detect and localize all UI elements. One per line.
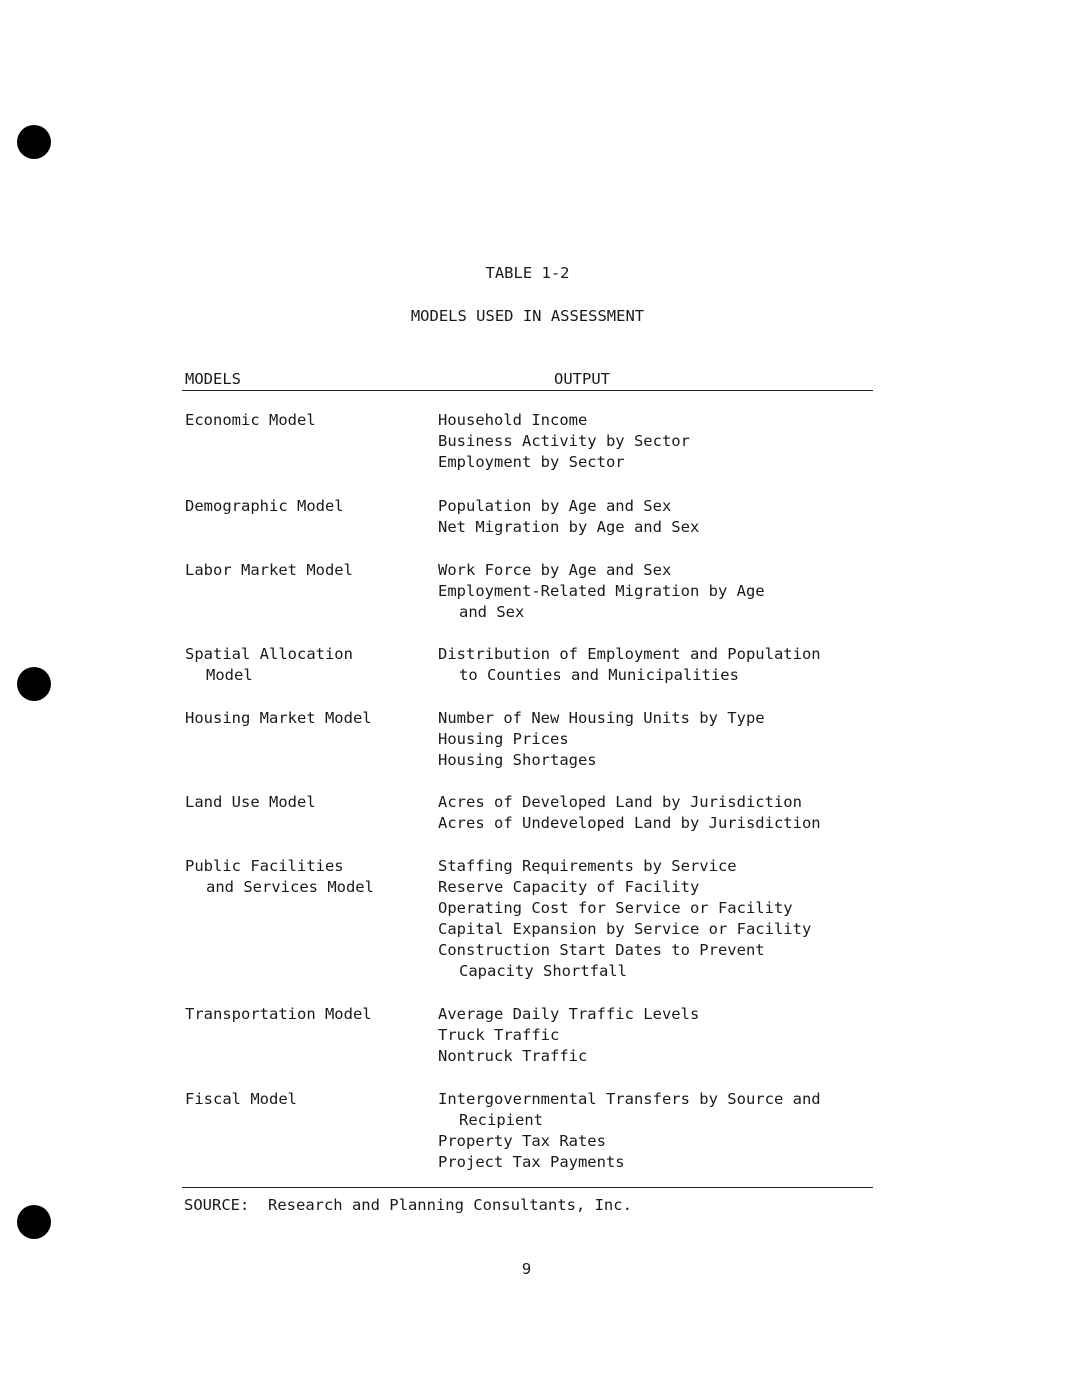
model-name-line: Demographic Model (185, 497, 344, 515)
output-item: Business Activity by Sector (438, 432, 690, 450)
output-item: Housing Prices (438, 730, 569, 748)
output-item: Project Tax Payments (438, 1153, 625, 1171)
model-name (185, 1004, 425, 1025)
page-number: 9 (521, 1260, 532, 1278)
output-item: Average Daily Traffic Levels (438, 1005, 700, 1023)
model-name (185, 496, 425, 517)
output-item: Property Tax Rates (438, 1132, 606, 1150)
model-name-line: Fiscal Model (185, 1090, 297, 1108)
model-name-line: Model (206, 666, 253, 684)
model-name (185, 792, 425, 813)
output-item: Staffing Requirements by Service (438, 857, 737, 875)
output-item: Reserve Capacity of Facility (438, 878, 700, 896)
model-outputs (438, 856, 878, 982)
output-item: Net Migration by Age and Sex (438, 518, 700, 536)
output-item: to Counties and Municipalities (459, 666, 739, 684)
output-item: Nontruck Traffic (438, 1047, 588, 1065)
table-number: TABLE 1-2 (485, 264, 570, 282)
punch-hole-top (17, 125, 51, 159)
output-item: Population by Age and Sex (438, 497, 672, 515)
model-name (185, 856, 425, 898)
output-item: Acres of Undeveloped Land by Jurisdiction (438, 814, 821, 832)
output-item: Capacity Shortfall (459, 962, 627, 980)
output-item: Capital Expansion by Service or Facility (438, 920, 812, 938)
output-item: Distribution of Employment and Population (438, 645, 821, 663)
table-title: MODELS USED IN ASSESSMENT (410, 307, 645, 325)
model-name-line: Labor Market Model (185, 561, 353, 579)
model-outputs (438, 1089, 878, 1173)
model-name-line: and Services Model (206, 878, 374, 896)
output-item: Recipient (459, 1111, 543, 1129)
model-name-line: Spatial Allocation (185, 645, 353, 663)
model-name-line: Economic Model (185, 411, 316, 429)
output-item: Truck Traffic (438, 1026, 560, 1044)
model-name (185, 644, 425, 686)
column-header-models: MODELS (185, 370, 241, 388)
output-item: Construction Start Dates to Prevent (438, 941, 765, 959)
output-item: and Sex (459, 603, 525, 621)
model-name (185, 1089, 425, 1110)
model-name-line: Transportation Model (185, 1005, 372, 1023)
model-name (185, 560, 425, 581)
model-outputs (438, 644, 878, 686)
model-outputs (438, 410, 878, 473)
output-item: Employment-Related Migration by Age (438, 582, 765, 600)
output-item: Employment by Sector (438, 453, 625, 471)
output-item: Operating Cost for Service or Facility (438, 899, 793, 917)
output-item: Work Force by Age and Sex (438, 561, 672, 579)
column-header-output: OUTPUT (554, 370, 610, 388)
output-item: Acres of Developed Land by Jurisdiction (438, 793, 802, 811)
model-name-line: Housing Market Model (185, 709, 372, 727)
output-item: Intergovernmental Transfers by Source and (438, 1090, 821, 1108)
footer-rule (182, 1187, 873, 1188)
punch-hole-middle (17, 667, 51, 701)
output-item: Number of New Housing Units by Type (438, 709, 765, 727)
model-name (185, 410, 425, 431)
model-outputs (438, 792, 878, 834)
model-outputs (438, 1004, 878, 1067)
model-outputs (438, 708, 878, 771)
model-outputs (438, 496, 878, 538)
model-name-line: Land Use Model (185, 793, 316, 811)
model-name-line: Public Facilities (185, 857, 344, 875)
punch-hole-bottom (17, 1205, 51, 1239)
output-item: Housing Shortages (438, 751, 597, 769)
header-rule (182, 390, 873, 391)
source-note: SOURCE: Research and Planning Consultants, Inc. (184, 1196, 632, 1214)
model-outputs (438, 560, 878, 623)
model-name (185, 708, 425, 729)
output-item: Household Income (438, 411, 588, 429)
